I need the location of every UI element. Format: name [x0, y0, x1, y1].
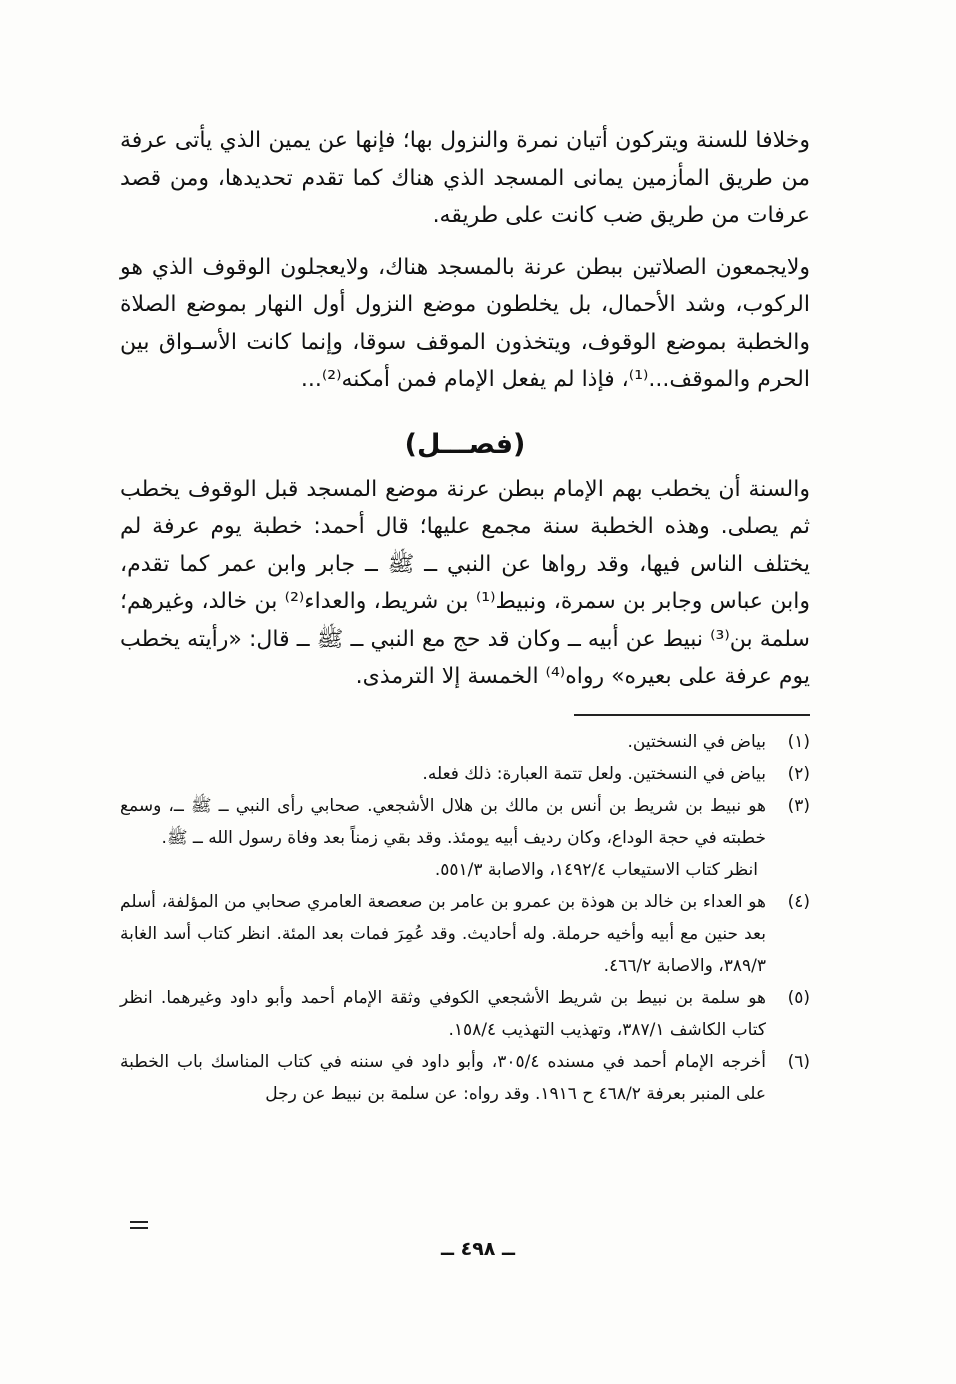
footnote-text: هو العداء بن خالد بن هوذة بن عمرو بن عامر بن صعصعة العامري صحابي من المؤلفة، أسلم بعد حنين مع أبيه وأخيه حرملة. وله أحاديث. وقد عُمِرَ فمات بعد المئة. انظر كتاب أسد الغابة ٣٨٩/٣، والاصابة ٤٦٦/٢. [120, 891, 766, 976]
page-number: ــ ٤٩٨ ــ [440, 1238, 515, 1260]
footnote [120, 1046, 810, 1110]
paragraph-3: والسنة أن يخطب بهم الإمام ببطن عرنة موضع المسجد قبل الوقوف يخطب ثم يصلى. وهذه الخطبة سنة مجمع عليها؛ قال أحمد: خطبة يوم عرفة لم يختلف الناس فيها، وقد رواها عن النبي ــ ﷺ ــ جابر وابن عمر كما تقدم، وابن عباس وجابر بن سمرة، ونبيط⁽¹⁾ بن شريط، والعداء⁽²⁾ بن خالد، وغيرهم؛ سلمة بن⁽³⁾ نبيط عن أبيه ــ وكان قد حج مع النبي ــ ﷺ ــ قال: «رأيته يخطب يوم عرفة على بعيره» رواه⁽⁴⁾ الخمسة إلا الترمذى. [120, 476, 810, 689]
footnote-number: (٢) [787, 763, 810, 784]
continuation-mark [130, 1221, 148, 1229]
footnote [120, 790, 810, 854]
footnote-number: (١) [787, 731, 810, 752]
page-content [120, 122, 810, 1110]
footnote-number: (٤) [787, 891, 810, 912]
footnotes [120, 726, 810, 1110]
footnote-text: بياض في النسختين. ولعل تتمة العبارة: ذلك فعله. [422, 763, 766, 784]
paragraph-2: ولايجمعون الصلاتين ببطن عرنة بالمسجد هناك، ولايعجلون الوقوف الذي هو الركوب، وشد الأحمال، بل يخلطون موضع النزول أول النهار بموضع الصلاة والخطبة بموضع الوقوف، ويتخذون الموقف سوقا، وإنما كانت الأسـواق بين الحرم والموقف...⁽¹⁾، فإذا لم يفعل الإمام فمن أمكنه⁽²⁾... [120, 254, 810, 392]
footnote-text: هو سلمة بن نبيط بن شريط الأشجعي الكوفي وثقة الإمام أحمد وأبو داود وغيرهما. انظر كتاب الكاشف ٣٨٧/١، وتهذيب التهذيب ١٥٨/٤. [120, 987, 766, 1040]
footnote [120, 886, 810, 982]
footnote-reference: انظر كتاب الاستيعاب ١٤٩٢/٤، والاصابة ٥٥١/٣. [434, 859, 758, 880]
footnote [120, 726, 810, 758]
section-heading: (فصـــل) [404, 428, 526, 460]
footnote-number: (٣) [787, 795, 810, 816]
footnote-separator [574, 714, 810, 716]
footnote [120, 982, 810, 1046]
footnote-number: (٦) [787, 1051, 810, 1072]
footnote-text: بياض في النسختين. [627, 731, 766, 752]
paragraph-1: وخلافا للسنة ويتركون أتيان نمرة والنزول بها؛ فإنها عن يمين الذي يأتى عرفة من طريق المأزمين يمانى المسجد الذي هناك كما تقدم تحديدها، ومن قصد عرفات من طريق ضب كانت على طريقه. [120, 128, 810, 228]
footnote-text: أخرجه الإمام أحمد في مسنده ٣٠٥/٤، وأبو داود في سننه في كتاب المناسك باب الخطبة على المنبر بعرفة ٤٦٨/٢ ح ١٩١٦. وقد رواه: عن سلمة بن نبيط عن رجل [120, 1051, 766, 1104]
footnote-text: هو نبيط بن شريط بن أنس بن مالك بن هلال الأشجعي. صحابي رأى النبي ــ ﷺ ــ، وسمع خطبته في حجة الوداع، وكان رديف أبيه يومئذ. وقد بقي زمناً بعد وفاة رسول الله ــ ﷺ. [120, 795, 766, 848]
footnote-number: (٥) [787, 987, 810, 1008]
footnote [120, 758, 810, 790]
